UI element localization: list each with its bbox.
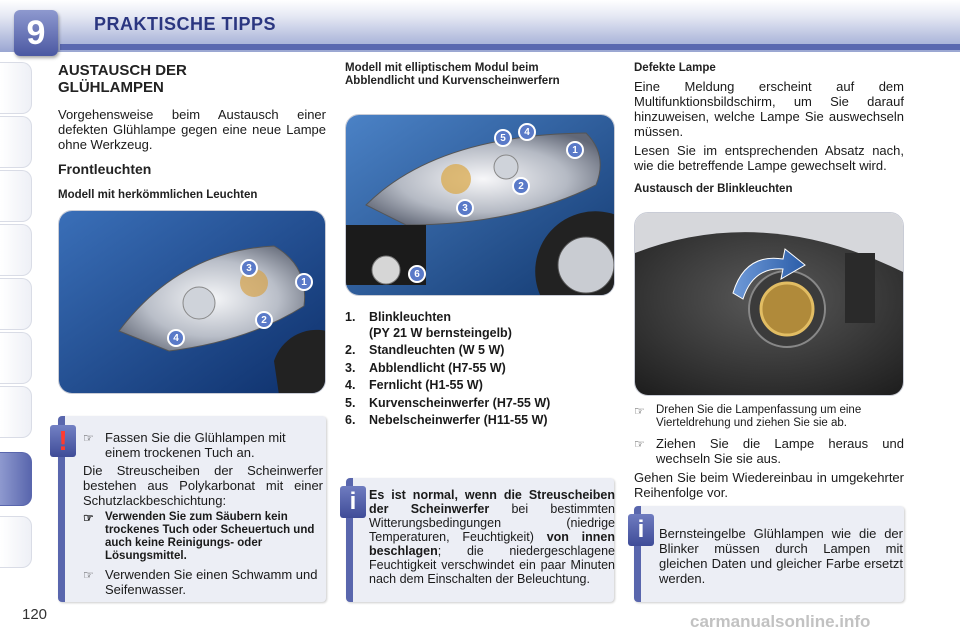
warning-bullet bbox=[83, 567, 323, 597]
watermark: carmanualsonline.info bbox=[690, 612, 871, 631]
pointing-hand-icon: ☞ bbox=[634, 437, 645, 451]
callout-marker: 6 bbox=[408, 265, 426, 283]
pointing-hand-icon: ☞ bbox=[634, 404, 645, 418]
reassembly-paragraph: Gehen Sie beim Wiedereinbau in umgekehrter Reihenfolge vor. bbox=[634, 470, 904, 500]
info-note-span: bei bestimmten Witterungsbedingungen (niedrige Temperaturen, Feuchtigkeit) bbox=[369, 502, 616, 544]
lamp-number: 3. bbox=[345, 360, 356, 375]
column-1 bbox=[58, 62, 326, 202]
lamp-number: 2. bbox=[345, 343, 356, 357]
side-tab[interactable] bbox=[0, 116, 32, 168]
instruction-bullet bbox=[634, 436, 904, 466]
side-tab[interactable] bbox=[0, 516, 32, 568]
warning-bullet bbox=[83, 511, 323, 563]
callout-marker: 3 bbox=[240, 259, 258, 277]
lamp-list-item bbox=[345, 413, 615, 429]
side-tab-active[interactable] bbox=[0, 452, 32, 506]
instruction-bullet-text: Drehen Sie die Lampenfassung um eine Vierteldrehung und ziehen Sie sie ab. bbox=[656, 404, 862, 429]
lamp-list-item bbox=[345, 343, 615, 359]
callout-marker: 1 bbox=[295, 273, 313, 291]
info-icon: i bbox=[628, 514, 654, 546]
lamp-number: 4. bbox=[345, 378, 356, 392]
page-title: PRAKTISCHE TIPPS bbox=[94, 14, 277, 34]
section-title: AUSTAUSCH DER GLÜHLAMPEN bbox=[58, 62, 187, 96]
pointing-hand-icon: ☞ bbox=[83, 511, 94, 525]
defect-paragraph: Eine Meldung erscheint auf dem Multifunktionsbildschirm, um Sie darauf hinzuweisen, welche Lampe Sie auswechseln müssen. bbox=[634, 79, 904, 139]
info-icon: i bbox=[340, 486, 366, 518]
defect-paragraph: Lesen Sie im entsprechenden Absatz nach, wie die betreffende Lampe gewechselt wird. bbox=[634, 143, 904, 173]
lamp-list-item bbox=[345, 361, 615, 377]
page-number: 120 bbox=[22, 606, 48, 623]
chapter-badge: 9 bbox=[14, 10, 58, 56]
lamp-list-item bbox=[345, 378, 615, 394]
info-note bbox=[346, 478, 614, 602]
warning-bullet-text: Verwenden Sie zum Säubern kein trockenes Tuch oder Scheuertuch und auch keine Reinigungs- oder Lösungsmittel. bbox=[105, 511, 315, 562]
defect-heading: Defekte Lampe bbox=[634, 62, 716, 74]
info-note-bold: Es ist normal, wenn die Streuscheiben der Scheinwerfer bbox=[369, 488, 615, 516]
headlamp-illustration bbox=[59, 211, 326, 394]
warning-bullet-text: Fassen Sie die Glühlampen mit einem trockenen Tuch an. bbox=[105, 430, 286, 460]
lamp-label: Kurvenscheinwerfer (H7-55 W) bbox=[369, 395, 551, 410]
warning-bullet bbox=[83, 430, 323, 460]
info-note-bold: von innen beschlagen bbox=[369, 530, 616, 558]
lamp-number: 5. bbox=[345, 395, 356, 410]
headlamp-photo-standard bbox=[58, 210, 326, 394]
callout-marker: 2 bbox=[255, 311, 273, 329]
pointing-hand-icon: ☞ bbox=[83, 431, 94, 445]
headlamp-photo-elliptical bbox=[345, 114, 615, 296]
blinker-illustration bbox=[635, 213, 904, 396]
side-tab[interactable] bbox=[0, 62, 32, 114]
callout-marker: 2 bbox=[512, 177, 530, 195]
callout-marker: 4 bbox=[167, 329, 185, 347]
info-note-text bbox=[369, 488, 615, 586]
side-tab[interactable] bbox=[0, 332, 32, 384]
callout-marker: 4 bbox=[518, 123, 536, 141]
lamp-label: Standleuchten (W 5 W) bbox=[369, 343, 505, 357]
lamp-detail: (PY 21 W bernsteingelb) bbox=[369, 325, 512, 340]
header-rule bbox=[60, 44, 960, 50]
info-note bbox=[634, 506, 904, 602]
side-tab[interactable] bbox=[0, 278, 32, 330]
lamp-list-item bbox=[345, 396, 615, 412]
blink-heading: Austausch der Blinkleuchten bbox=[634, 183, 793, 195]
callout-marker: 1 bbox=[566, 141, 584, 159]
callout-marker: 3 bbox=[456, 199, 474, 217]
lamp-label: Abblendlicht (H7-55 W) bbox=[369, 360, 506, 375]
lamp-list-item bbox=[345, 310, 615, 341]
column-2 bbox=[345, 62, 615, 88]
lamp-number: 1. bbox=[345, 310, 356, 324]
warning-icon: ! bbox=[50, 425, 76, 457]
column-3 bbox=[634, 62, 904, 196]
lamp-label: Fernlicht (H1-55 W) bbox=[369, 378, 483, 392]
lamp-list bbox=[345, 310, 615, 431]
lamp-label-text: Blinkleuchten bbox=[369, 310, 451, 324]
side-tab[interactable] bbox=[0, 170, 32, 222]
intro-text: Vorgehensweise beim Austausch einer defekten Glühlampe gegen eine neue Lampe ohne Werkzeug. bbox=[58, 107, 326, 152]
pointing-hand-icon: ☞ bbox=[83, 568, 94, 582]
blinker-photo bbox=[634, 212, 904, 396]
warning-note-content bbox=[83, 430, 323, 597]
warning-bullet-text: Verwenden Sie einen Schwamm und Seifenwasser. bbox=[105, 567, 318, 597]
model-heading: Modell mit elliptischem Modul beim Abblendlicht und Kurvenscheinwerfern bbox=[345, 62, 560, 87]
instruction-bullet-text: Ziehen Sie die Lampe heraus und wechseln Sie sie aus. bbox=[656, 436, 904, 466]
info-note-text: Bernsteingelbe Glühlampen wie die der Blinker müssen durch Lampen mit gleichen Daten und gleicher Farbe ersetzt werden. bbox=[659, 526, 903, 586]
warning-note bbox=[58, 416, 326, 602]
warning-paragraph: Die Streuscheiben der Scheinwerfer bestehen aus Polykarbonat mit einer Schutzlackbeschichtung: bbox=[83, 463, 323, 508]
info-note-span: ; die niedergeschlagene Feuchtigkeit verschwindet ein paar Minuten nach dem Einschalten der Beleuchtung. bbox=[369, 544, 615, 586]
lamp-number: 6. bbox=[345, 413, 356, 427]
lamp-label: Nebelscheinwerfer (H11-55 W) bbox=[369, 413, 548, 427]
side-tab[interactable] bbox=[0, 386, 32, 438]
subsection-title: Frontleuchten bbox=[58, 161, 152, 177]
side-tab[interactable] bbox=[0, 224, 32, 276]
instruction-bullet bbox=[634, 404, 904, 430]
callout-marker: 5 bbox=[494, 129, 512, 147]
blink-instructions bbox=[634, 404, 904, 500]
lamp-label bbox=[369, 310, 512, 341]
model-heading: Modell mit herkömmlichen Leuchten bbox=[58, 189, 258, 201]
